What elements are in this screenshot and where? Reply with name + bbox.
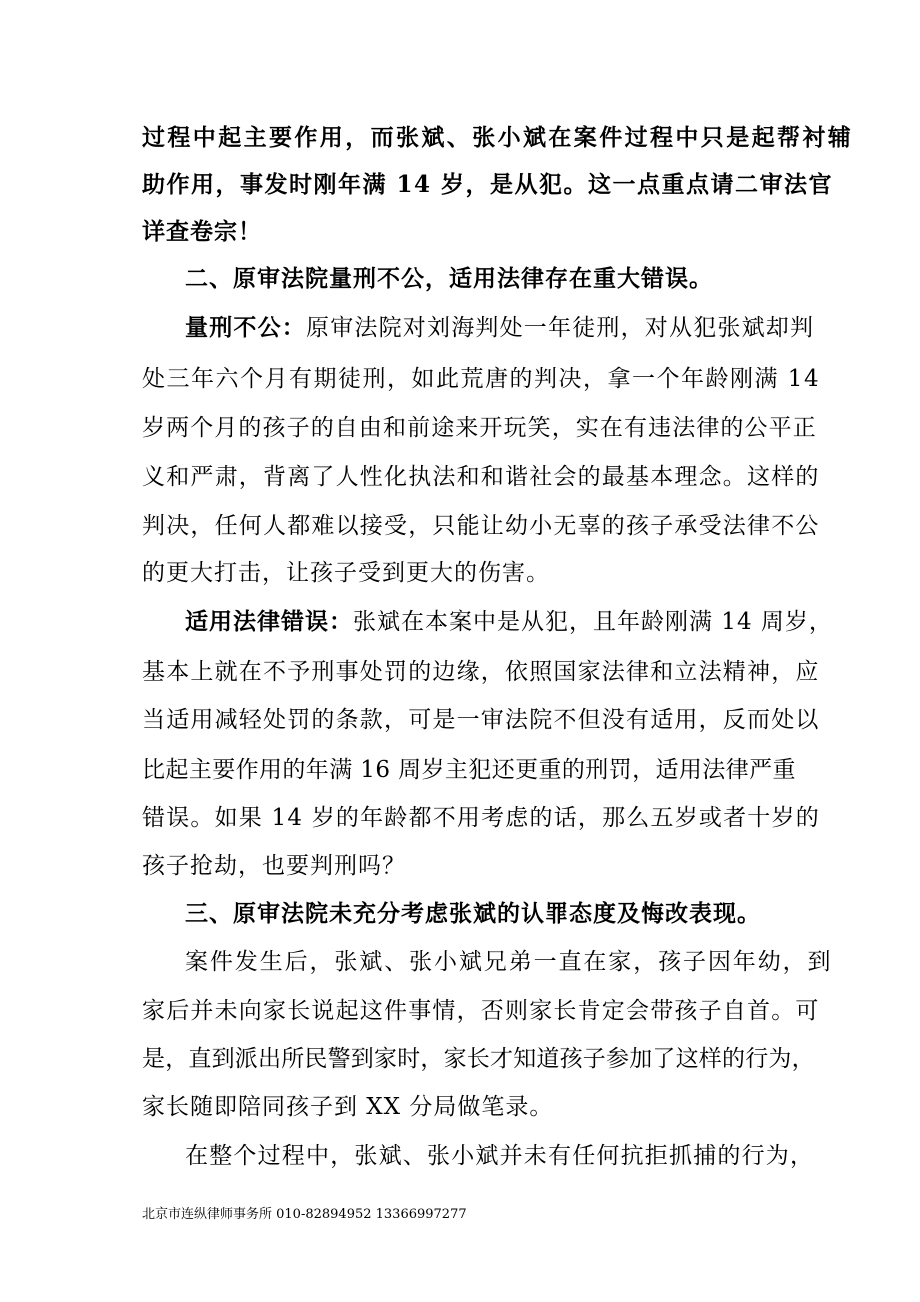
text-line-3: 详查卷宗！ xyxy=(142,218,262,245)
paragraph-text: 原审法院对刘海判处一年徒刑，对从犯张斌却判 xyxy=(306,315,815,341)
text-line-19: 家后并未向家长说起这件事情，否则家长肯定会带孩子自首。可 xyxy=(142,998,820,1024)
text-line-15: 错误。如果 14 岁的年龄都不用考虑的话，那么五岁或者十岁的 xyxy=(142,805,820,831)
text-line-12: 基本上就在不予刑事处罚的边缘，依照国家法律和立法精神，应 xyxy=(142,659,820,685)
text-line-22: 在整个过程中，张斌、张小斌并未有任何抗拒抓捕的行为， xyxy=(185,1143,815,1169)
paragraph-label-sentencing: 量刑不公： xyxy=(185,314,306,341)
text-line-18: 案件发生后，张斌、张小斌兄弟一直在家，孩子因年幼，到 xyxy=(185,949,833,975)
text-line-20: 是，直到派出所民警到家时，家长才知道孩子参加了这样的行为， xyxy=(142,1046,815,1072)
text-line-11 xyxy=(185,607,833,637)
text-line-7: 岁两个月的孩子的自由和前途来开玩笑，实在有违法律的公平正 xyxy=(142,415,817,441)
text-line-13: 当适用减轻处罚的条款，可是一审法院不但没有适用，反而处以 xyxy=(142,707,820,733)
paragraph-label-law: 适用法律错误： xyxy=(185,608,353,635)
text-line-16: 孩子抢劫，也要判刑吗？ xyxy=(142,853,406,879)
text-line-5 xyxy=(185,313,814,343)
text-line-1: 过程中起主要作用，而张斌、张小斌在案件过程中只是起帮衬辅 xyxy=(142,124,854,151)
text-line-2: 助作用，事发时刚年满 14 岁，是从犯。这一点重点请二审法官 xyxy=(142,171,834,198)
text-line-6: 处三年六个月有期徒刑，如此荒唐的判决，拿一个年龄刚满 14 xyxy=(142,366,821,392)
page-footer: 北京市连纵律师事务所 010-82894952 13366997277 xyxy=(142,1207,467,1222)
paragraph-text: 张斌在本案中是从犯，且年龄刚满 14 周岁， xyxy=(353,609,833,635)
text-line-14: 比起主要作用的年满 16 周岁主犯还更重的刑罚，适用法律严重 xyxy=(142,757,796,783)
section-heading-3: 三、原审法院未充分考虑张斌的认罪态度及悔改表现。 xyxy=(185,900,761,927)
text-line-21: 家长随即陪同孩子到 XX 分局做笔录。 xyxy=(142,1094,554,1120)
text-line-9: 判决，任何人都难以接受，只能让幼小无辜的孩子承受法律不公 xyxy=(142,513,820,539)
section-heading-2: 二、原审法院量刑不公，适用法律存在重大错误。 xyxy=(185,265,713,292)
text-line-10: 的更大打击，让孩子受到更大的伤害。 xyxy=(142,560,550,586)
text-line-8: 义和严肃，背离了人性化执法和和谐社会的最基本理念。这样的 xyxy=(142,464,820,490)
